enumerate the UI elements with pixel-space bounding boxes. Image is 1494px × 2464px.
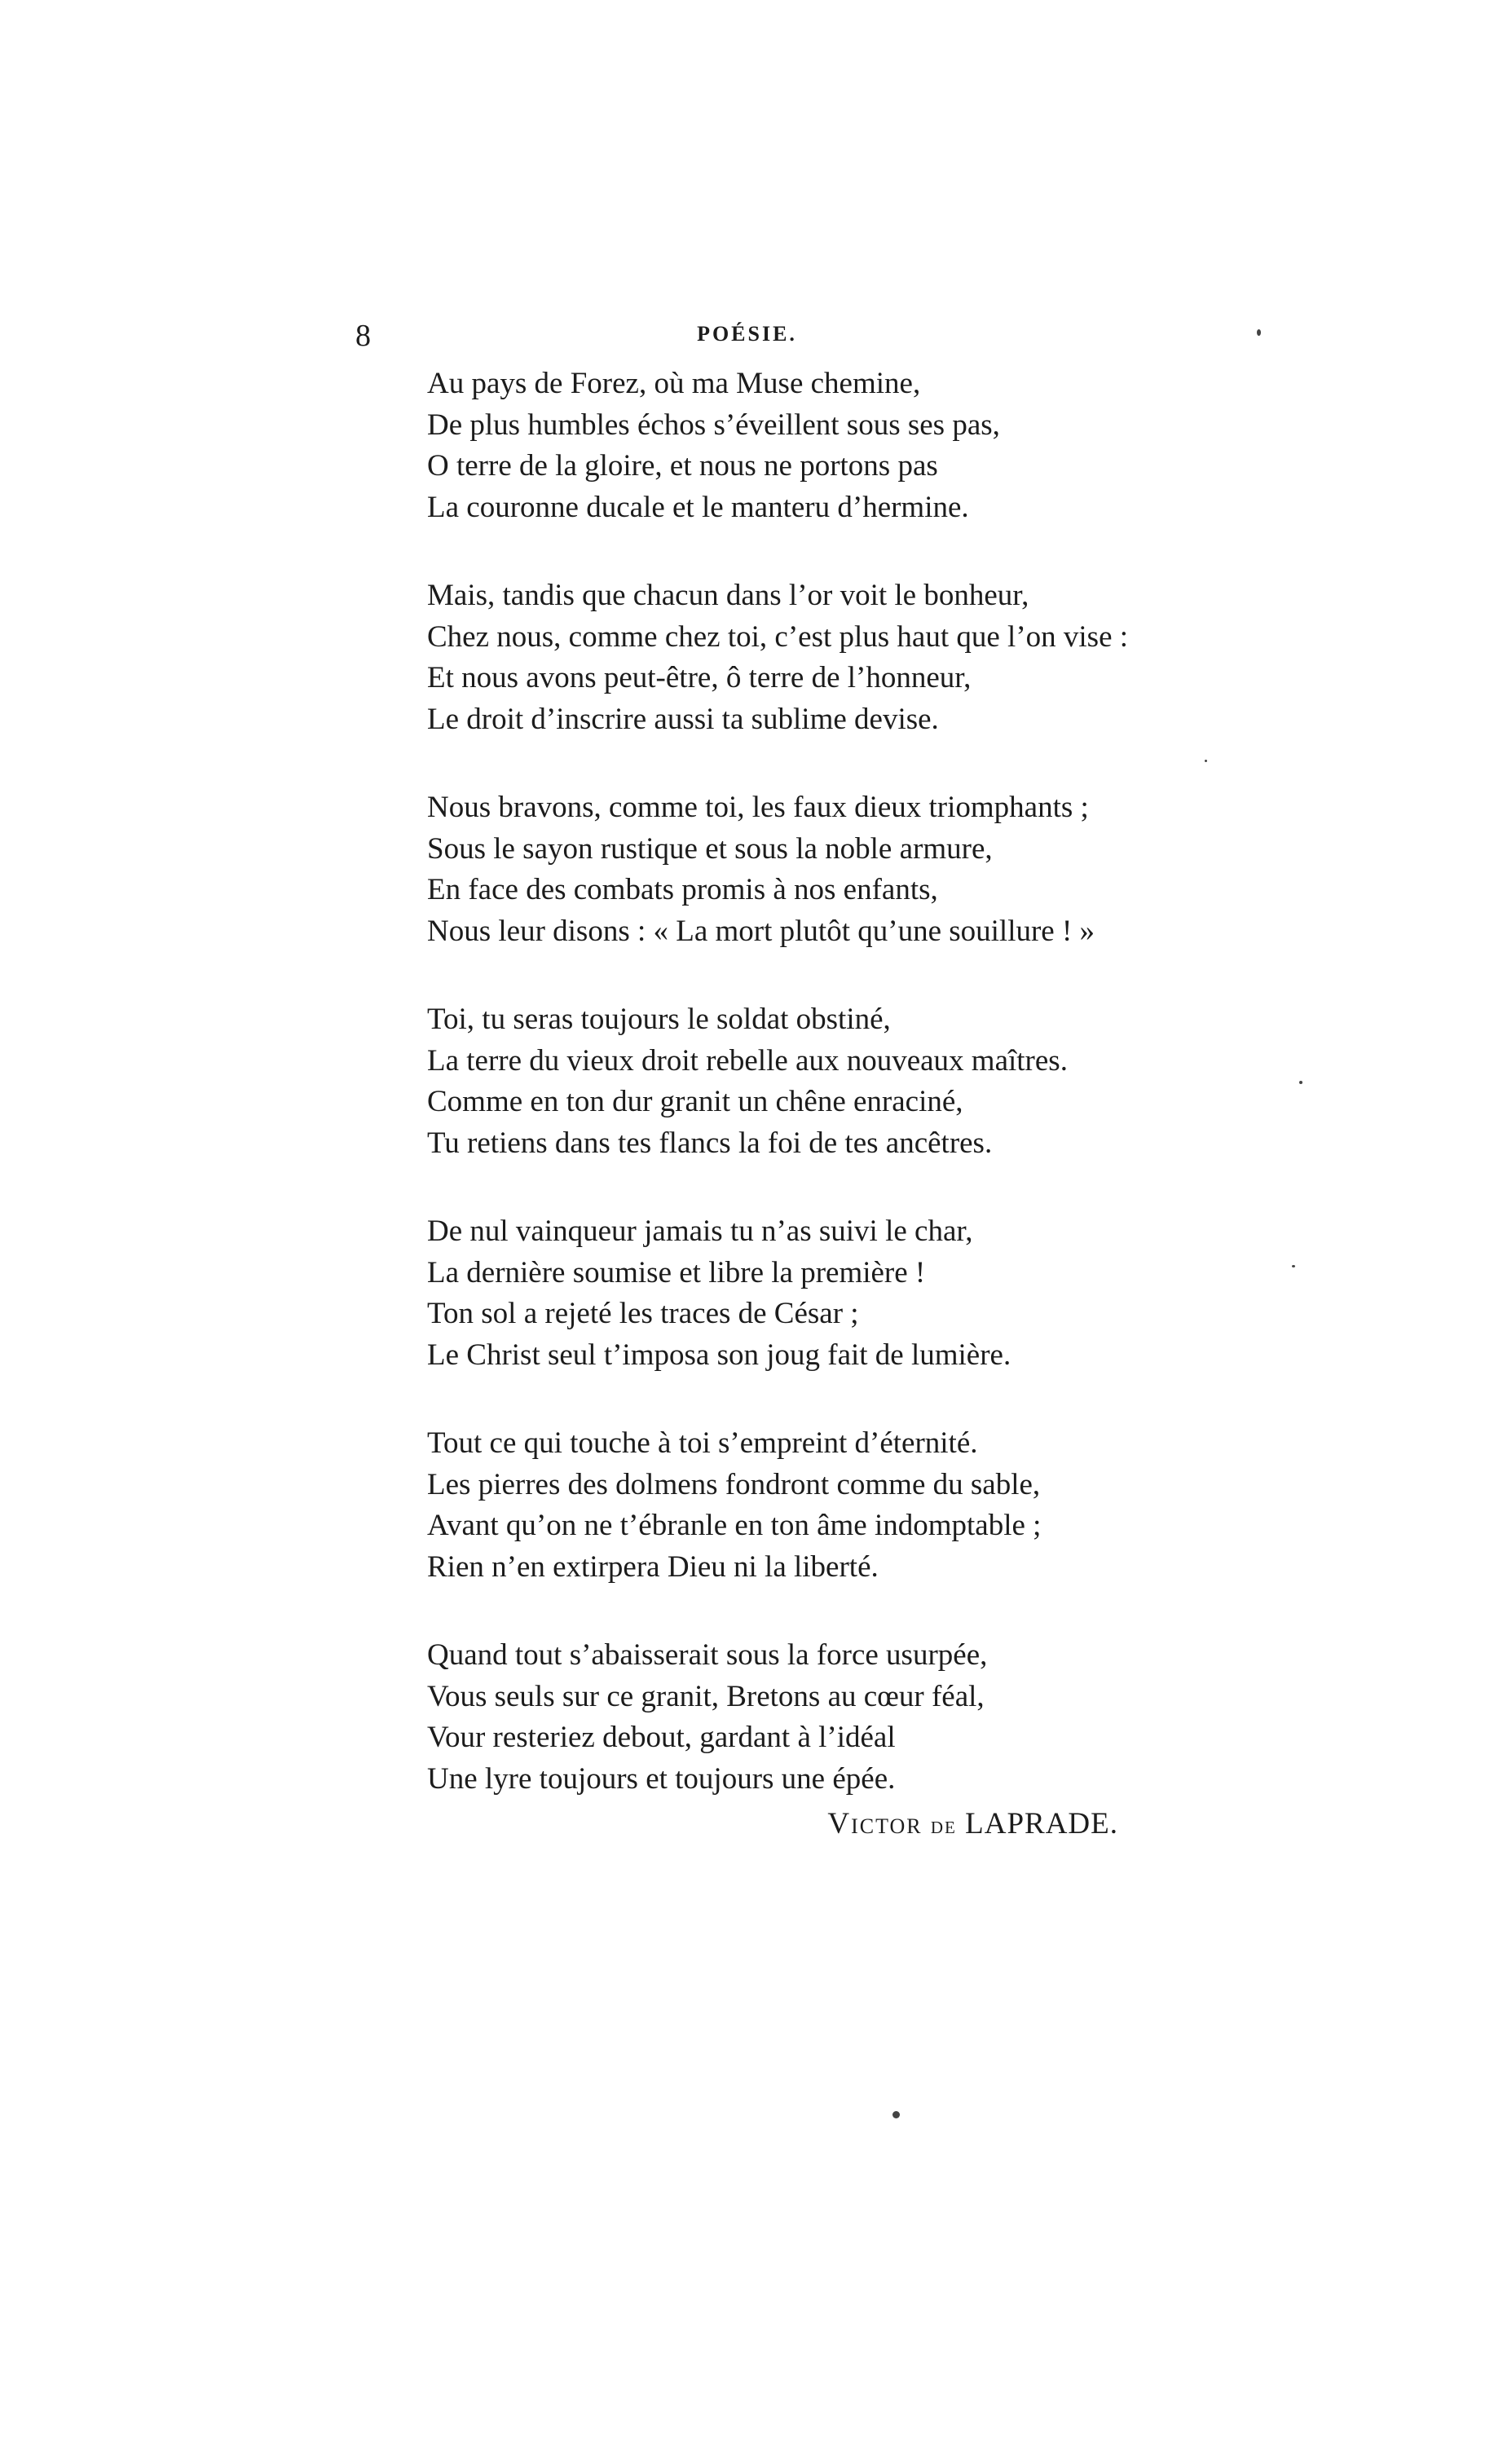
verse-line: O terre de la gloire, et nous ne portons pas bbox=[427, 449, 938, 483]
stanza bbox=[427, 999, 1324, 1164]
print-speck bbox=[1299, 1081, 1302, 1084]
page-number: 8 bbox=[355, 319, 371, 353]
verse-line: La couronne ducale et le manteru d’hermine. bbox=[427, 490, 969, 524]
verse-line: Avant qu’on ne t’ébranle en ton âme indomptable ; bbox=[427, 1509, 1042, 1542]
verse-line: De plus humbles échos s’éveillent sous ses pas, bbox=[427, 408, 1000, 442]
verse-line: Comme en ton dur granit un chêne enraciné, bbox=[427, 1085, 963, 1118]
verse-line: La dernière soumise et libre la première ! bbox=[427, 1255, 926, 1289]
stanza bbox=[427, 1211, 1324, 1376]
print-speck bbox=[1205, 760, 1207, 762]
verse-line: Une lyre toujours et toujours une épée. bbox=[427, 1761, 896, 1796]
stanza bbox=[427, 1635, 1324, 1800]
verse-line: La terre du vieux droit rebelle aux nouveaux maîtres. bbox=[427, 1043, 1068, 1078]
verse-line: Vous seuls sur ce granit, Bretons au cœur féal, bbox=[427, 1679, 985, 1713]
author-first-name: Victor bbox=[827, 1807, 923, 1840]
verse-line: Chez nous, comme chez toi, c’est plus haut que l’on vise : bbox=[427, 619, 1129, 654]
verse-line: En face des combats promis à nos enfants, bbox=[427, 873, 938, 906]
verse-line: Le Christ seul t’imposa son joug fait de lumière. bbox=[427, 1338, 1011, 1372]
author-particle: de bbox=[930, 1812, 957, 1839]
verse-line: Tout ce qui touche à toi s’empreint d’éternité. bbox=[427, 1426, 978, 1460]
print-speck bbox=[892, 2111, 900, 2118]
print-speck bbox=[1257, 329, 1261, 336]
author-signature bbox=[0, 1805, 1118, 1845]
verse-line: Mais, tandis que chacun dans l’or voit le bonheur, bbox=[427, 579, 1029, 612]
verse-line: Nous leur disons : « La mort plutôt qu’une souillure ! » bbox=[427, 914, 1095, 948]
stanza bbox=[427, 787, 1324, 952]
verse-line: Vour resteriez debout, gardant à l’idéal bbox=[427, 1721, 896, 1754]
stanza bbox=[427, 364, 1324, 528]
stanza bbox=[427, 575, 1324, 740]
author-last-name: LAPRADE. bbox=[965, 1807, 1118, 1840]
verse-line: Les pierres des dolmens fondront comme du sable, bbox=[427, 1467, 1041, 1501]
print-speck bbox=[1292, 1265, 1295, 1267]
running-title: POÉSIE. bbox=[697, 322, 797, 346]
verse-line: Rien n’en extirpera Dieu ni la liberté. bbox=[427, 1549, 879, 1584]
verse-line: Toi, tu seras toujours le soldat obstiné, bbox=[427, 1003, 891, 1036]
verse-line: Sous le sayon rustique et sous la noble armure, bbox=[427, 831, 993, 866]
verse-line: Nous bravons, comme toi, les faux dieux triomphants ; bbox=[427, 791, 1089, 824]
verse-line: Le droit d’inscrire aussi ta sublime devise. bbox=[427, 702, 939, 736]
verse-line: Quand tout s’abaisserait sous la force usurpée, bbox=[427, 1638, 988, 1672]
verse-line: Au pays de Forez, où ma Muse chemine, bbox=[427, 367, 921, 400]
stanza bbox=[427, 1423, 1324, 1588]
verse-line: Et nous avons peut-être, ô terre de l’honneur, bbox=[427, 661, 972, 694]
poem bbox=[427, 364, 1324, 1847]
verse-line: Tu retiens dans tes flancs la foi de tes ancêtres. bbox=[427, 1126, 993, 1160]
verse-line: Ton sol a rejeté les traces de César ; bbox=[427, 1297, 859, 1330]
verse-line: De nul vainqueur jamais tu n’as suivi le char, bbox=[427, 1214, 973, 1248]
